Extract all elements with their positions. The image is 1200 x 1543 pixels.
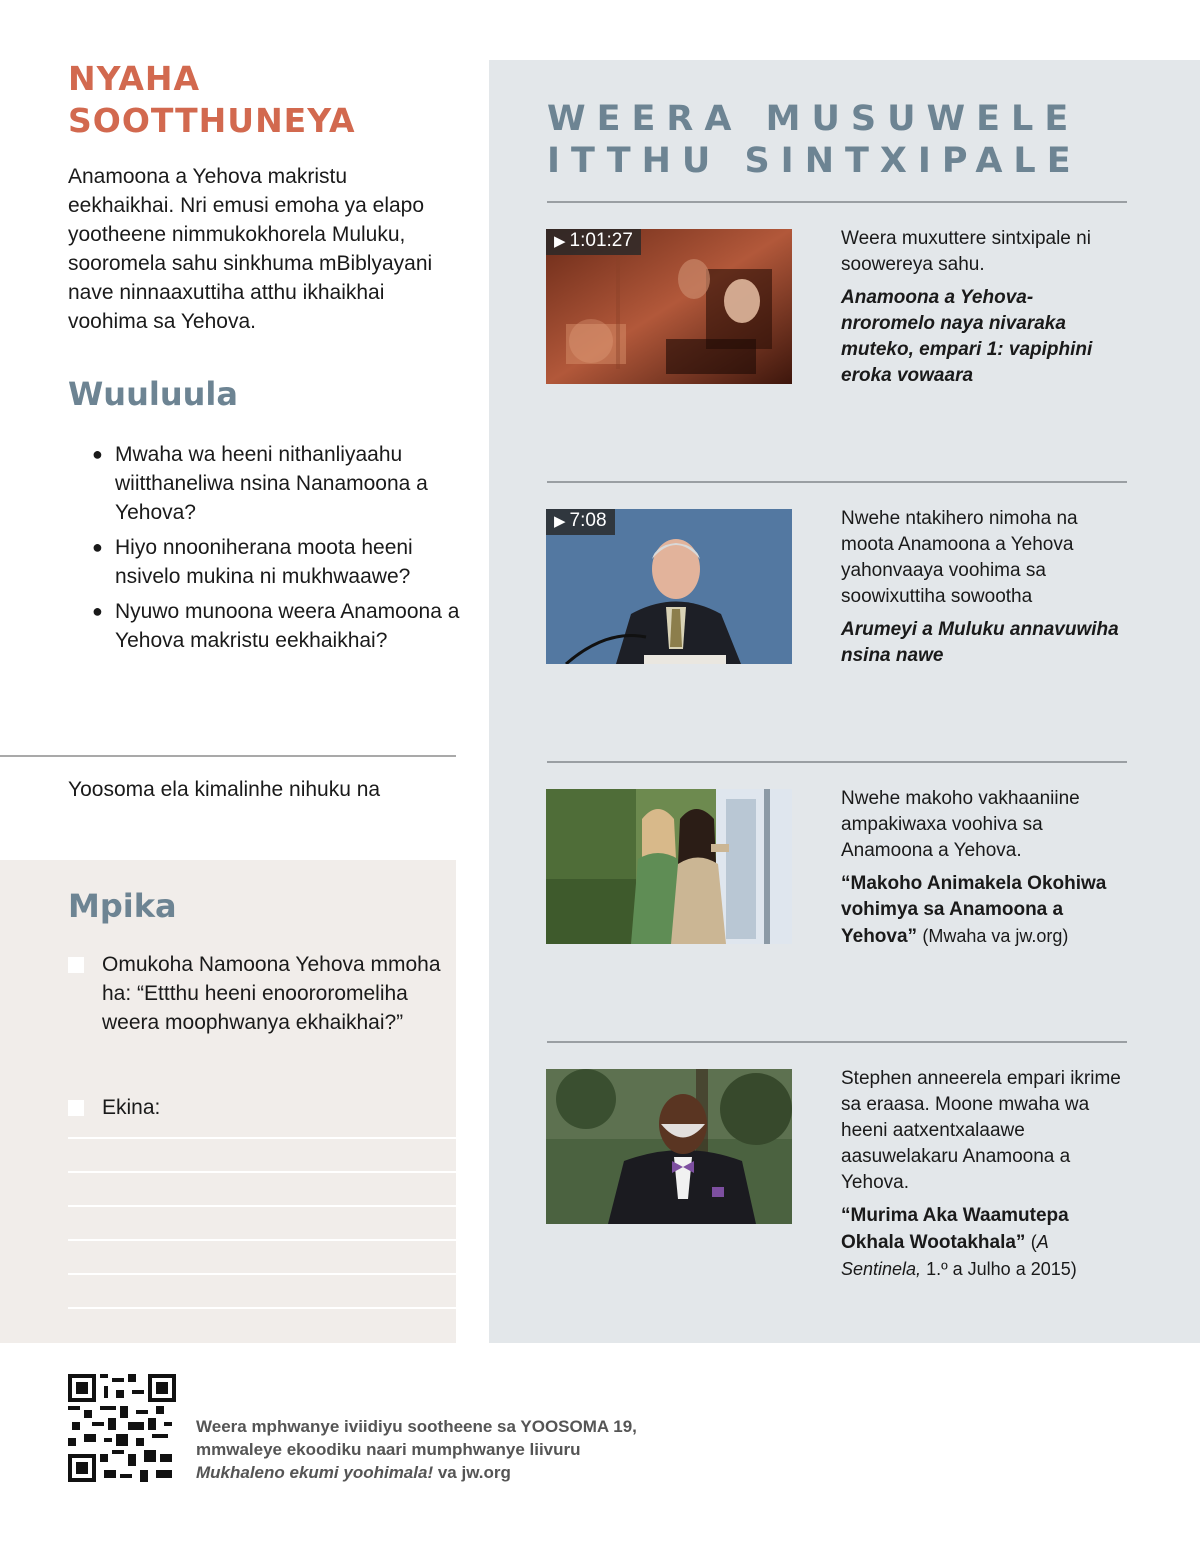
bullet-icon: ● <box>92 537 103 557</box>
video-title-link[interactable]: Arumeyi a Muluku annavuwiha nsina nawe <box>841 619 1119 666</box>
write-in-line[interactable] <box>68 1171 456 1173</box>
video-thumbnail-history[interactable] <box>546 229 792 384</box>
write-in-line[interactable] <box>68 1137 456 1139</box>
card-text: Nwehe makoho vakhaaniine ampakiwaxa voohiva sa Anamoona a Yehova. “Makoho Animakela Okohiwa vohimya sa Anamoona a Yehova” (Mwaha va jw.org) <box>841 786 1131 950</box>
write-in-line[interactable] <box>68 1205 456 1207</box>
article-title-link[interactable]: “Makoho Animakela Okohiwa vohimya sa Anamoona a Yehova” (Mwaha va jw.org) <box>841 873 1107 947</box>
completion-date-label: Yoosoma ela kimalinhe nihuku na <box>68 778 381 801</box>
review-question: ● Nyuwo munoona weera Anamoona a Yehova makristu eekhaikhai? <box>92 597 462 655</box>
article-image-women[interactable] <box>546 789 792 944</box>
card-text: Stephen anneerela empari ikrime sa eraasa. Moone mwaha wa heeni aatxentxalaawe aasuwelakaru Anamoona a Yehova. “Murima Aka Waamutepa Okhala Wootakhala” (A Sentinela, 1.º a Julho a 2015) <box>841 1066 1131 1283</box>
card-divider <box>547 201 1127 203</box>
write-in-line[interactable] <box>68 1239 456 1241</box>
bullet-icon: ● <box>92 444 103 464</box>
video-duration: ▶ 7:08 <box>546 509 615 535</box>
checkbox[interactable] <box>68 957 84 973</box>
man-portrait-icon <box>546 1069 792 1224</box>
review-question-list <box>92 440 462 661</box>
play-icon: ▶ <box>554 233 566 250</box>
summary-title-line1: NYAHA <box>68 59 201 98</box>
review-question: ● Mwaha wa heeni nithanliyaahu wiitthaneliwa nsina Nanamoona a Yehova? <box>92 440 462 527</box>
summary-title-line2: SOOTTHUNEYA <box>68 101 356 140</box>
card-divider <box>547 761 1127 763</box>
checkbox[interactable] <box>68 1100 84 1116</box>
goal-title: Mpika <box>68 887 177 925</box>
video-title-link[interactable]: Anamoona a Yehova- nroromelo naya nivaraka muteko, empari 1: vapiphini eroka vowaara <box>841 287 1093 386</box>
discover-title: WEERA MUSUWELE ITTHU SINTXIPALE <box>547 99 1082 181</box>
goal-item: Ekina: <box>68 1093 448 1122</box>
write-in-line[interactable] <box>68 1307 456 1309</box>
section-divider <box>0 755 456 757</box>
review-title: Wuuluula <box>68 375 238 413</box>
card-text: Weera muxuttere sintxipale ni soowereya sahu. Anamoona a Yehova- nroromelo naya nivaraka muteko, empari 1: vapiphini eroka vowaara <box>841 226 1131 389</box>
qr-code-icon[interactable] <box>68 1374 176 1482</box>
video-thumbnail-speaker[interactable] <box>546 509 792 664</box>
footer-note: Weera mphwanye iviidiyu sootheene sa YOOSOMA 19, mmwaleye ekoodiku naari mumphwanye liivuru Mukhaleno ekumi yoohimala! va jw.org <box>196 1417 637 1482</box>
card-divider <box>547 481 1127 483</box>
write-in-line[interactable] <box>68 1273 456 1275</box>
bullet-icon: ● <box>92 601 103 621</box>
card-text: Nwehe ntakihero nimoha na moota Anamoona a Yehova yahonvaaya voohima sa soowixuttiha sowootha Arumeyi a Muluku annavuwiha nsina nawe <box>841 506 1131 669</box>
article-title-link[interactable]: “Murima Aka Waamutepa Okhala Wootakhala” (A Sentinela, 1.º a Julho a 2015) <box>841 1205 1077 1279</box>
summary-title <box>68 58 448 142</box>
card-divider <box>547 1041 1127 1043</box>
goal-item: Omukoha Namoona Yehova mmoha ha: “Ettthu heeni enoororomeliha weera moophwanya ekhaikhai?” <box>68 950 448 1037</box>
article-image-stephen[interactable] <box>546 1069 792 1224</box>
video-duration: ▶ 1:01:27 <box>546 229 641 255</box>
summary-text: Anamoona a Yehova makristu eekhaikhai. Nri emusi emoha ya elapo yootheene nimmukokhorela Muluku, sooromela sahu sinkhuma mBiblyayani nave ninnaaxuttiha atthu ikhaikhai voohima sa Yehova. <box>68 165 433 333</box>
review-question: ● Hiyo nnooniherana moota heeni nsivelo mukina ni mukhwaawe? <box>92 533 462 591</box>
women-photo-icon <box>546 789 792 944</box>
play-icon: ▶ <box>554 513 566 530</box>
